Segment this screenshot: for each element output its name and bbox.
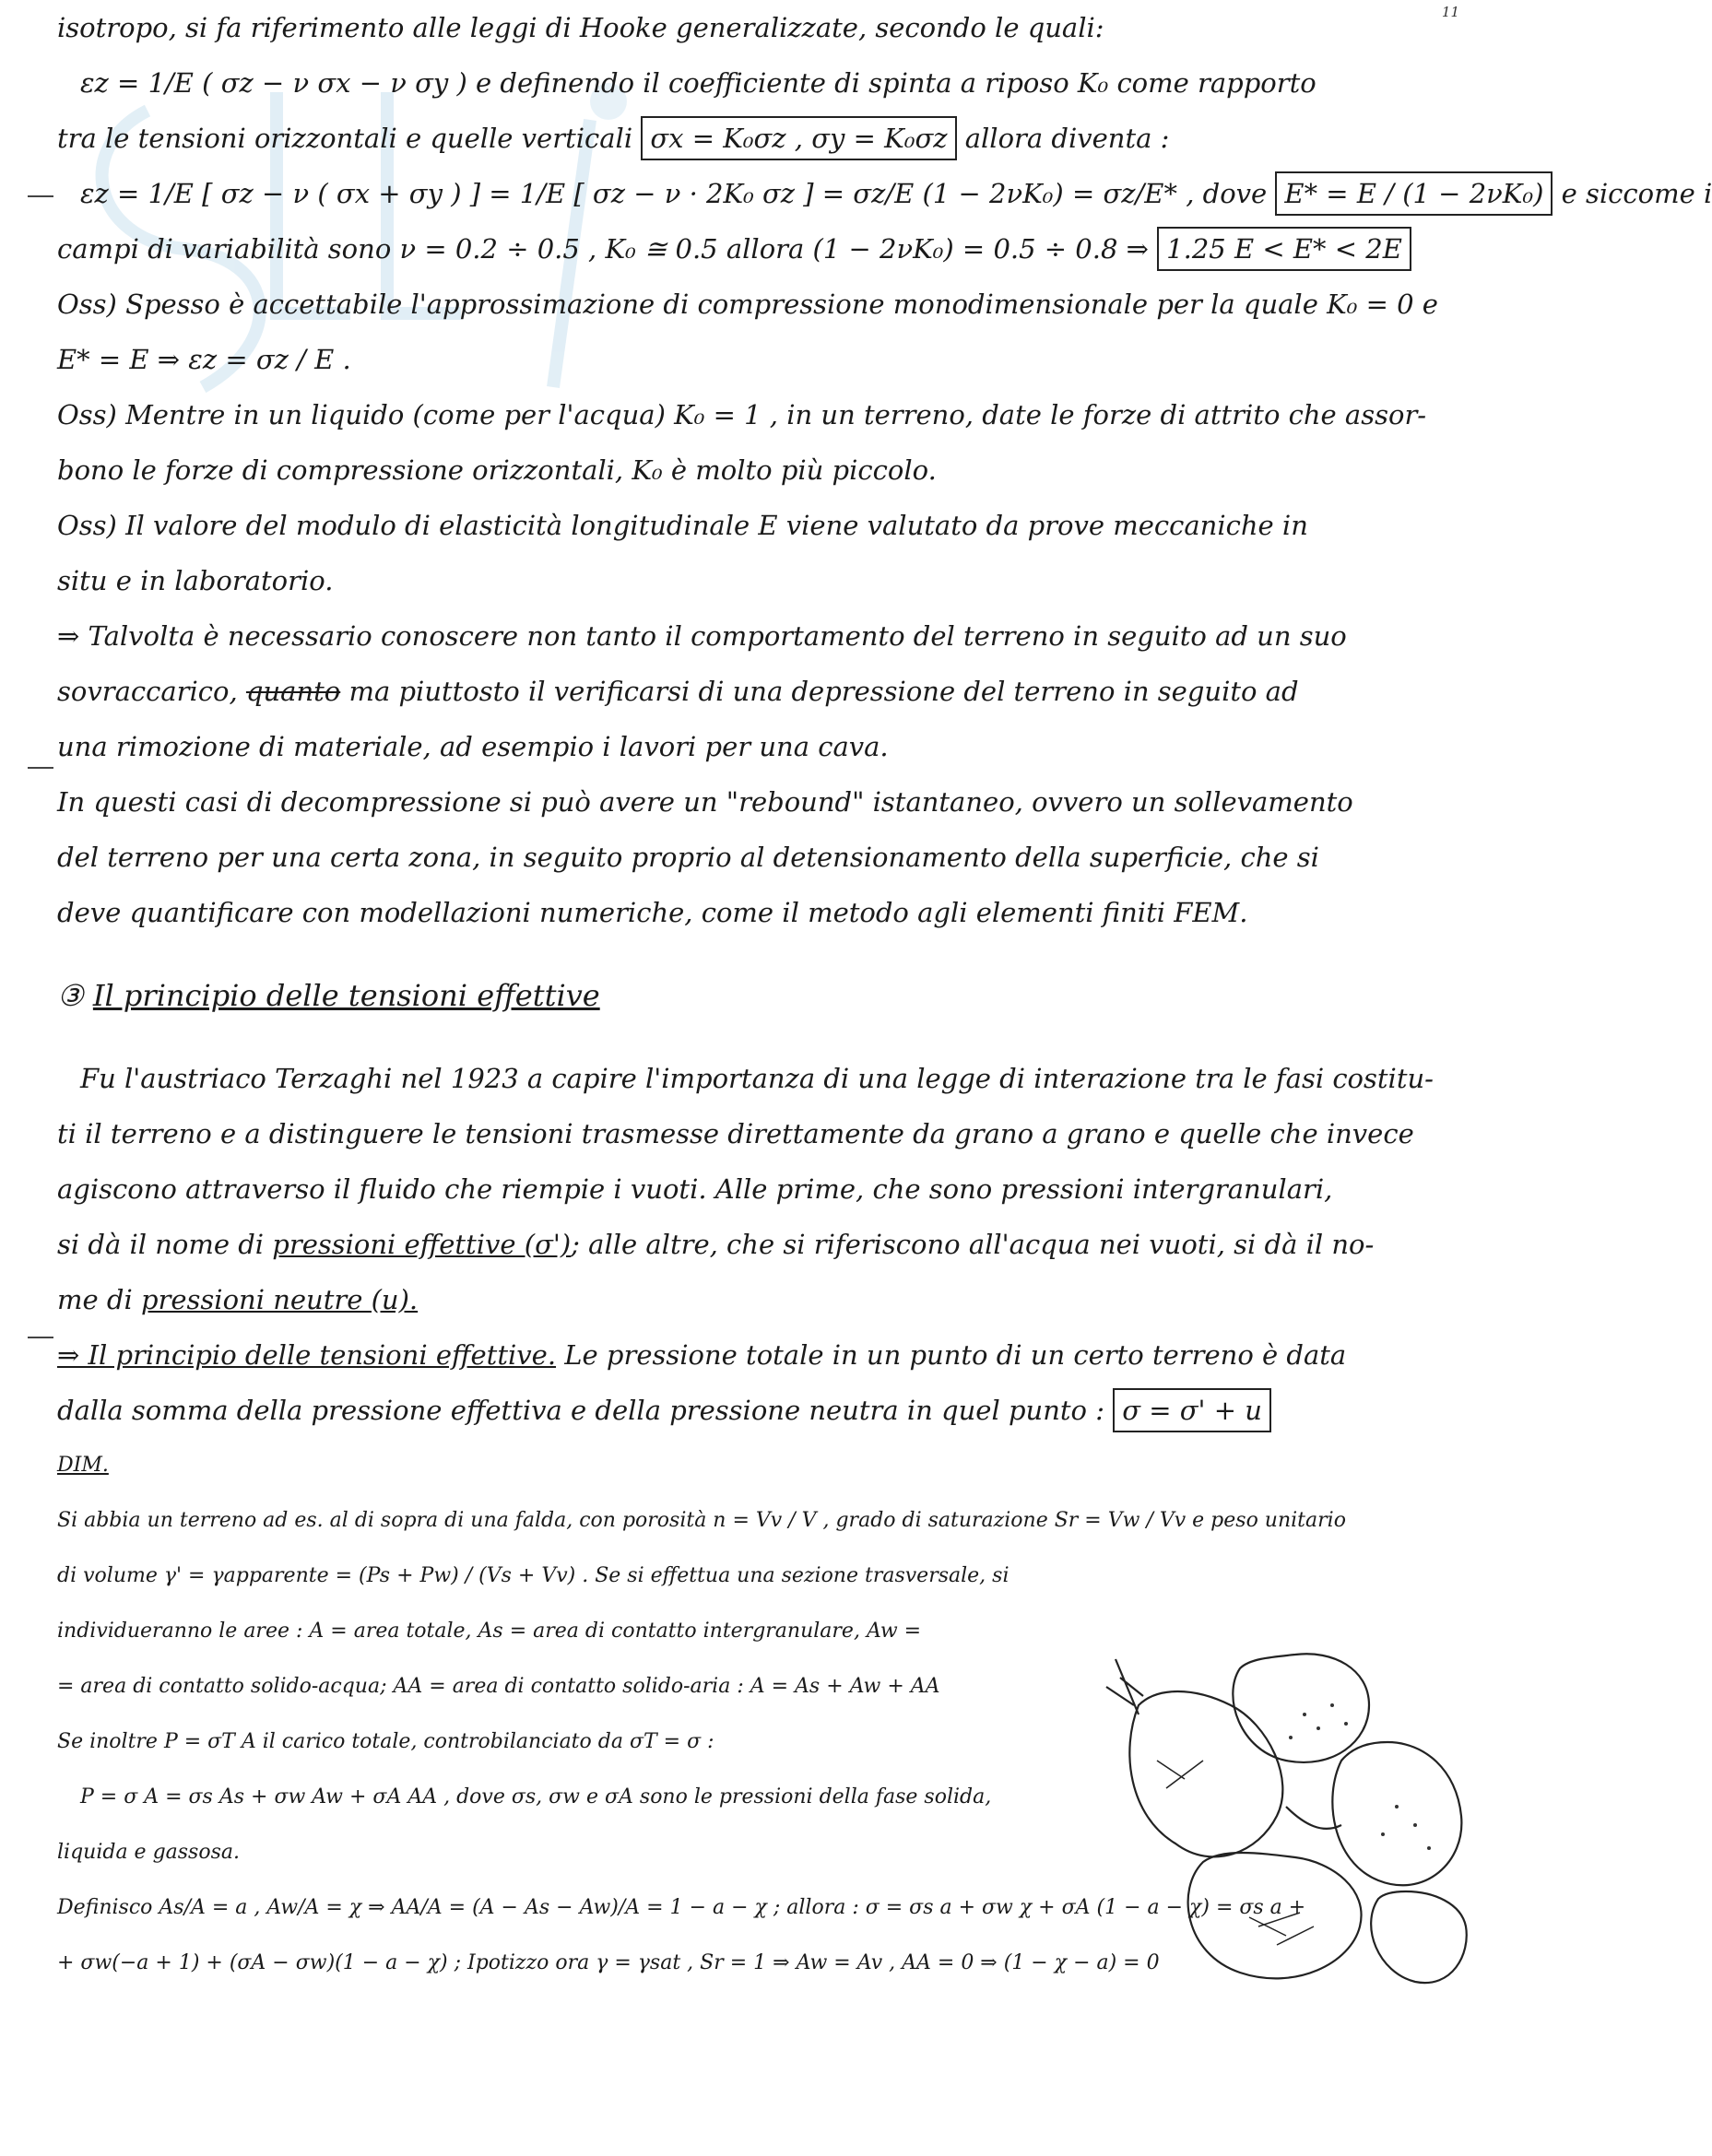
text-line: Fu l'austriaco Terzaghi nel 1923 a capire l'importanza di una legge di interazione tra le fasi costitu- xyxy=(80,1063,1434,1094)
text-line: situ e in laboratorio. xyxy=(57,565,334,596)
text-line: ⇒ Il principio delle tensioni effettive. Le pressione totale in un punto di un certo terreno è data xyxy=(57,1339,1347,1371)
text-line: individueranno le aree : A = area totale, As = area di contatto intergranulare, Aw = xyxy=(57,1620,922,1643)
text-line: di volume γ' = γapparente = (Ps + Pw) / (Vs + Vv) . Se si effettua una sezione trasversale, si xyxy=(57,1564,1009,1587)
boxed-formula-edometric-modulus: E* = E / (1 − 2νK₀) xyxy=(1275,171,1553,216)
text-line: In questi casi di decompressione si può avere un "rebound" istantaneo, ovvero un sollevamento xyxy=(57,786,1353,818)
struck-word: quanto xyxy=(245,676,341,707)
text-line: + σw(−a + 1) + (σA − σw)(1 − a − χ) ; Ipotizzo ora γ = γsat , Sr = 1 ⇒ Aw = Av , AA = 0 ⇒ (1 − χ − a) = 0 xyxy=(57,1951,1160,1974)
text-line: εz = 1/E [ σz − ν ( σx + σy ) ] = 1/E [ σz − ν · 2K₀ σz ] = σz/E (1 − 2νK₀) = σz/E* , dove E* = E / (1 − 2νK₀) e siccome i xyxy=(57,166,1468,221)
text-line: Si abbia un terreno ad es. al di sopra di una falda, con porosità n = Vv / V , grado di saturazione Sr = Vw / Vv e peso unitario xyxy=(57,1509,1346,1532)
text-line: tra le tensioni orizzontali e quelle verticali σx = K₀σz , σy = K₀σz allora diventa : xyxy=(57,111,1468,166)
text-line: si dà il nome di pressioni effettive (σ'); alle altre, che si riferiscono all'acqua nei vuoti, si dà il no- xyxy=(57,1229,1375,1260)
section-title: Il principio delle tensioni effettive xyxy=(92,978,600,1013)
text-line: Se inoltre P = σT A il carico totale, controbilanciato da σT = σ : xyxy=(57,1730,714,1753)
text-line: deve quantificare con modellazioni numeriche, come il metodo agli elementi finiti FEM. xyxy=(57,897,1248,928)
text-line: isotropo, si fa riferimento alle leggi di Hooke generalizzate, secondo le quali: xyxy=(57,12,1104,43)
text-line: sovraccarico, quanto ma piuttosto il verificarsi di una depressione del terreno in seguito ad xyxy=(57,676,1299,707)
text-line: una rimozione di materiale, ad esempio i lavori per una cava. xyxy=(57,731,889,762)
boxed-formula-lateral-stress: σx = K₀σz , σy = K₀σz xyxy=(641,116,956,160)
text-line: = area di contatto solido-acqua; AA = area di contatto solido-aria : A = As + Aw + AA xyxy=(57,1675,940,1698)
margin-mark xyxy=(28,1337,53,1338)
principle-label: ⇒ Il principio delle tensioni effettive. xyxy=(57,1339,557,1371)
boxed-formula-modulus-range: 1.25 E < E* < 2E xyxy=(1157,227,1411,271)
margin-mark xyxy=(28,767,53,769)
text-line: Oss) Mentre in un liquido (come per l'acqua) K₀ = 1 , in un terreno, date le forze di attrito che assor- xyxy=(57,399,1427,430)
section-heading: ③ Il principio delle tensioni effettive xyxy=(57,978,600,1013)
text-line: Oss) Spesso è accettabile l'approssimazione di compressione monodimensionale per la quale K₀ = 0 e xyxy=(57,289,1438,320)
page-number: 11 xyxy=(1441,4,1459,20)
text-line: E* = E ⇒ εz = σz / E . xyxy=(57,344,351,375)
soil-grains-sketch xyxy=(1102,1650,1470,2000)
text-line: campi di variabilità sono ν = 0.2 ÷ 0.5 , K₀ ≅ 0.5 allora (1 − 2νK₀) = 0.5 ÷ 0.8 ⇒ 1.25 E < E* < 2E xyxy=(57,221,1468,277)
text-line: Oss) Il valore del modulo di elasticità longitudinale E viene valutato da prove meccaniche in xyxy=(57,510,1308,541)
text-line: agiscono attraverso il fluido che riempie i vuoti. Alle prime, che sono pressioni intergranulari, xyxy=(57,1173,1333,1205)
term-neutral-pressure: pressioni neutre (u). xyxy=(140,1284,419,1315)
text-line: me di pressioni neutre (u). xyxy=(57,1284,419,1315)
boxed-formula-terzaghi: σ = σ' + u xyxy=(1113,1388,1271,1432)
text-line: P = σ A = σs As + σw Aw + σA AA , dove σs, σw e σA sono le pressioni della fase solida, xyxy=(80,1785,992,1808)
text-line: εz = 1/E ( σz − ν σx − ν σy ) e definendo il coefficiente di spinta a riposo K₀ come rapporto xyxy=(80,67,1316,99)
text-line: Definisco As/A = a , Aw/A = χ ⇒ AA/A = (A − As − Aw)/A = 1 − a − χ ; allora : σ = σs a + σw χ + σA (1 − a − χ) = σs a + xyxy=(57,1896,1306,1919)
text-line: ⇒ Talvolta è necessario conoscere non tanto il comportamento del terreno in seguito ad un suo xyxy=(57,620,1347,652)
proof-label: DIM. xyxy=(57,1454,109,1477)
text-line: del terreno per una certa zona, in seguito proprio al detensionamento della superficie, che si xyxy=(57,842,1319,873)
text-line: bono le forze di compressione orizzontali, K₀ è molto più piccolo. xyxy=(57,454,937,486)
text-line: ti il terreno e a distinguere le tensioni trasmesse direttamente da grano a grano e quelle che invece xyxy=(57,1118,1414,1149)
term-effective-pressure: pressioni effettive (σ') xyxy=(272,1229,572,1260)
margin-mark xyxy=(28,195,53,197)
text-line: liquida e gassosa. xyxy=(57,1841,240,1864)
text-line: dalla somma della pressione effettiva e della pressione neutra in quel punto : σ = σ' + u xyxy=(57,1383,1468,1438)
